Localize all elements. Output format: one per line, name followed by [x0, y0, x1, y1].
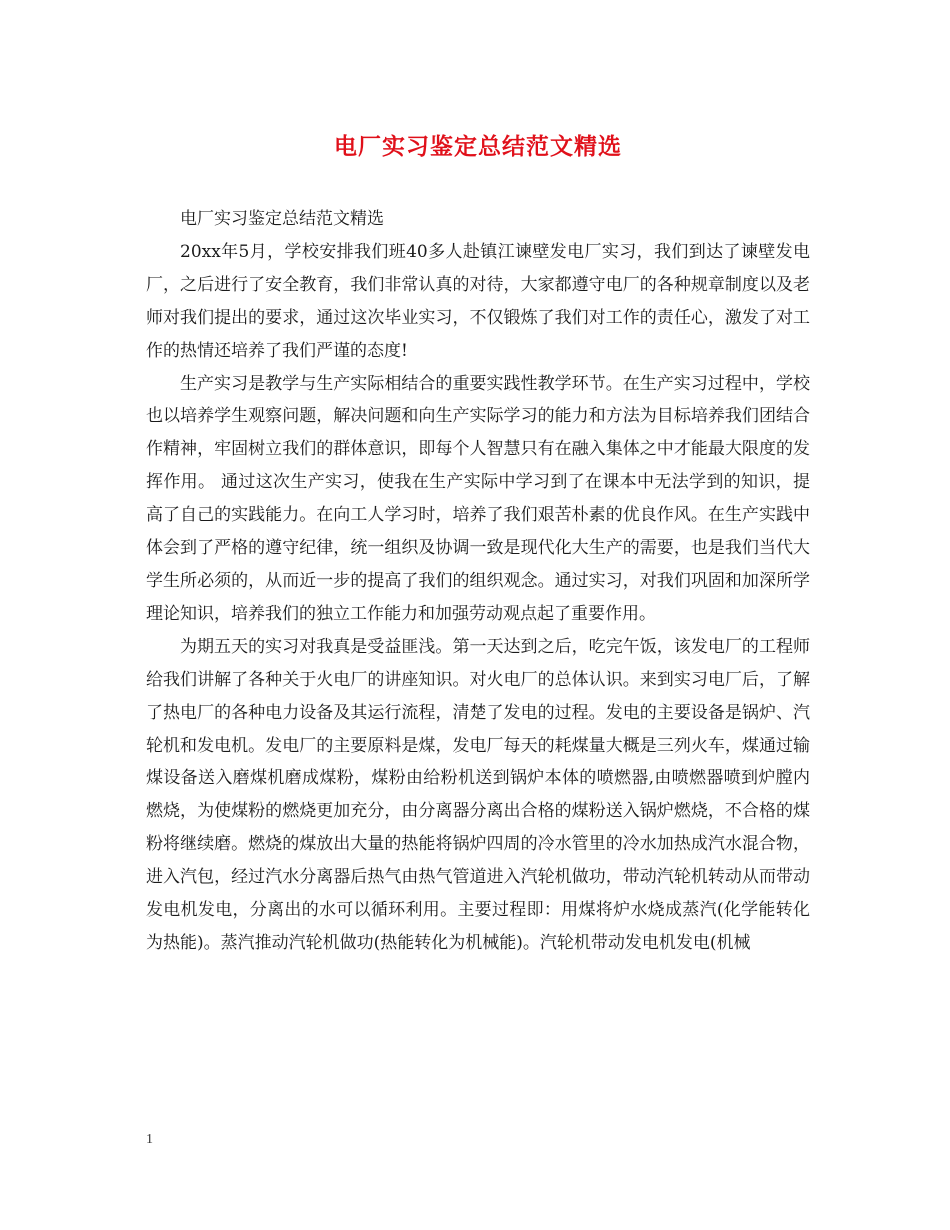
document-body	[146, 203, 810, 960]
paragraph: 生产实习是教学与生产实际相结合的重要实践性教学环节。在生产实习过程中，学校也以培养学生观察问题，解决问题和向生产实际学习的能力和方法为目标培养我们团结合作精神，牢固树立我们的群体意识，即每个人智慧只有在融入集体之中才能最大限度的发挥作用。 通过这次生产实习，使我在生产实际中学习到了在课本中无法学到的知识，提高了自己的实践能力。在向工人学习时，培养了我们艰苦朴素的优良作风。在生产实践中体会到了严格的遵守纪律，统一组织及协调一致是现代化大生产的需要，也是我们当代大学生所必须的，从而近一步的提高了我们的组织观念。通过实习，对我们巩固和加深所学理论知识，培养我们的独立工作能力和加强劳动观点起了重要作用。	[146, 373, 810, 624]
document-subtitle: 电厂实习鉴定总结范文精选	[180, 209, 384, 229]
document-title: 电厂实习鉴定总结范文精选	[334, 133, 622, 160]
paragraph: 为期五天的实习对我真是受益匪浅。第一天达到之后，吃完午饭，该发电厂的工程师给我们讲解了各种关于火电厂的讲座知识。对火电厂的总体认识。来到实习电厂后，了解了热电厂的各种电力设备及其运行流程，清楚了发电的过程。发电的主要设备是锅炉、汽轮机和发电机。发电厂的主要原料是煤，发电厂每天的耗煤量大概是三列火车，煤通过输煤设备送入磨煤机磨成煤粉，煤粉由给粉机送到锅炉本体的喷燃器,由喷燃器喷到炉膛内燃烧，为使煤粉的燃烧更加充分，由分离器分离出合格的煤粉送入锅炉燃烧，不合格的煤粉将继续磨。燃烧的煤放出大量的热能将锅炉四周的冷水管里的冷水加热成汽水混合物，进入汽包，经过汽水分离器后热气由热气管道进入汽轮机做功，带动汽轮机转动从而带动发电机发电，分离出的水可以循环利用。主要过程即：用煤将炉水烧成蒸汽(化学能转化为热能)。蒸汽推动汽轮机做功(热能转化为机械能)。汽轮机带动发电机发电(机械	[146, 636, 810, 953]
page-number: 1	[146, 1132, 153, 1147]
paragraph: 20xx年5月，学校安排我们班40多人赴镇江谏壁发电厂实习，我们到达了谏壁发电厂，之后进行了安全教育，我们非常认真的对待，大家都遵守电厂的各种规章制度以及老师对我们提出的要求，通过这次毕业实习，不仅锻炼了我们对工作的责任心，激发了对工作的热情还培养了我们严谨的态度!	[146, 241, 810, 361]
